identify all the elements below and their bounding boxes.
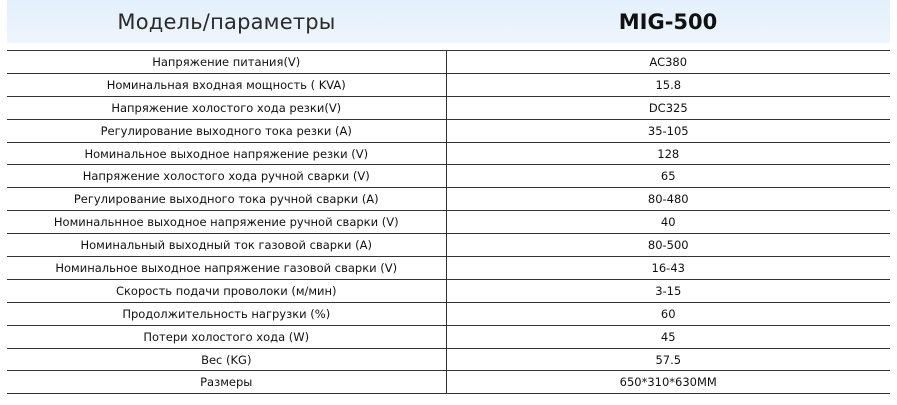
param-label: Потери холостого хода (W) [7,325,446,348]
param-label: Номинальная входная мощность ( KVA) [7,73,446,96]
header-parameters-title: Модель/параметры [117,9,336,34]
param-label: Регулирование выходного тока ручной сварки (A) [7,188,446,211]
table-row [7,73,890,96]
table-row [7,188,890,211]
table-row [7,211,890,234]
param-value: AC380 [446,51,890,74]
param-value: 16-43 [446,257,890,280]
table-row [7,371,890,394]
param-value: 65 [446,165,890,188]
param-value: 650*310*630MM [446,371,890,394]
param-label: Напряжение питания(V) [7,51,446,74]
param-value: 57.5 [446,348,890,371]
param-label: Напряжение холостого хода ручной сварки (V) [7,165,446,188]
param-label: Номинальное выходное напряжение резки (V) [7,142,446,165]
param-label: Продолжительность нагрузки (%) [7,302,446,325]
table-row [7,234,890,257]
table-row [7,348,890,371]
param-value: 40 [446,211,890,234]
table-row [7,96,890,119]
param-label: Напряжение холостого хода резки(V) [7,96,446,119]
param-value: 3-15 [446,279,890,302]
table-row [7,325,890,348]
param-label: Размеры [7,371,446,394]
table-row [7,142,890,165]
param-label: Номинальнное выходное напряжение ручной сварки (V) [7,211,446,234]
table-row [7,165,890,188]
spec-table [7,50,890,394]
param-label: Номинальное выходное напряжение газовой сварки (V) [7,257,446,280]
param-label: Вес (KG) [7,348,446,371]
spec-header [7,0,890,43]
param-label: Скорость подачи проволоки (м/мин) [7,279,446,302]
param-value: 60 [446,302,890,325]
param-value: 80-480 [446,188,890,211]
table-row [7,302,890,325]
table-row [7,257,890,280]
param-value: 15.8 [446,73,890,96]
header-model-name: MIG-500 [618,9,718,34]
table-row [7,119,890,142]
table-row [7,51,890,74]
param-value: 35-105 [446,119,890,142]
param-value: DC325 [446,96,890,119]
table-row [7,279,890,302]
param-label: Номинальный выходный ток газовой сварки (A) [7,234,446,257]
param-label: Регулирование выходного тока резки (A) [7,119,446,142]
param-value: 45 [446,325,890,348]
spec-table-body [7,51,890,394]
param-value: 128 [446,142,890,165]
param-value: 80-500 [446,234,890,257]
